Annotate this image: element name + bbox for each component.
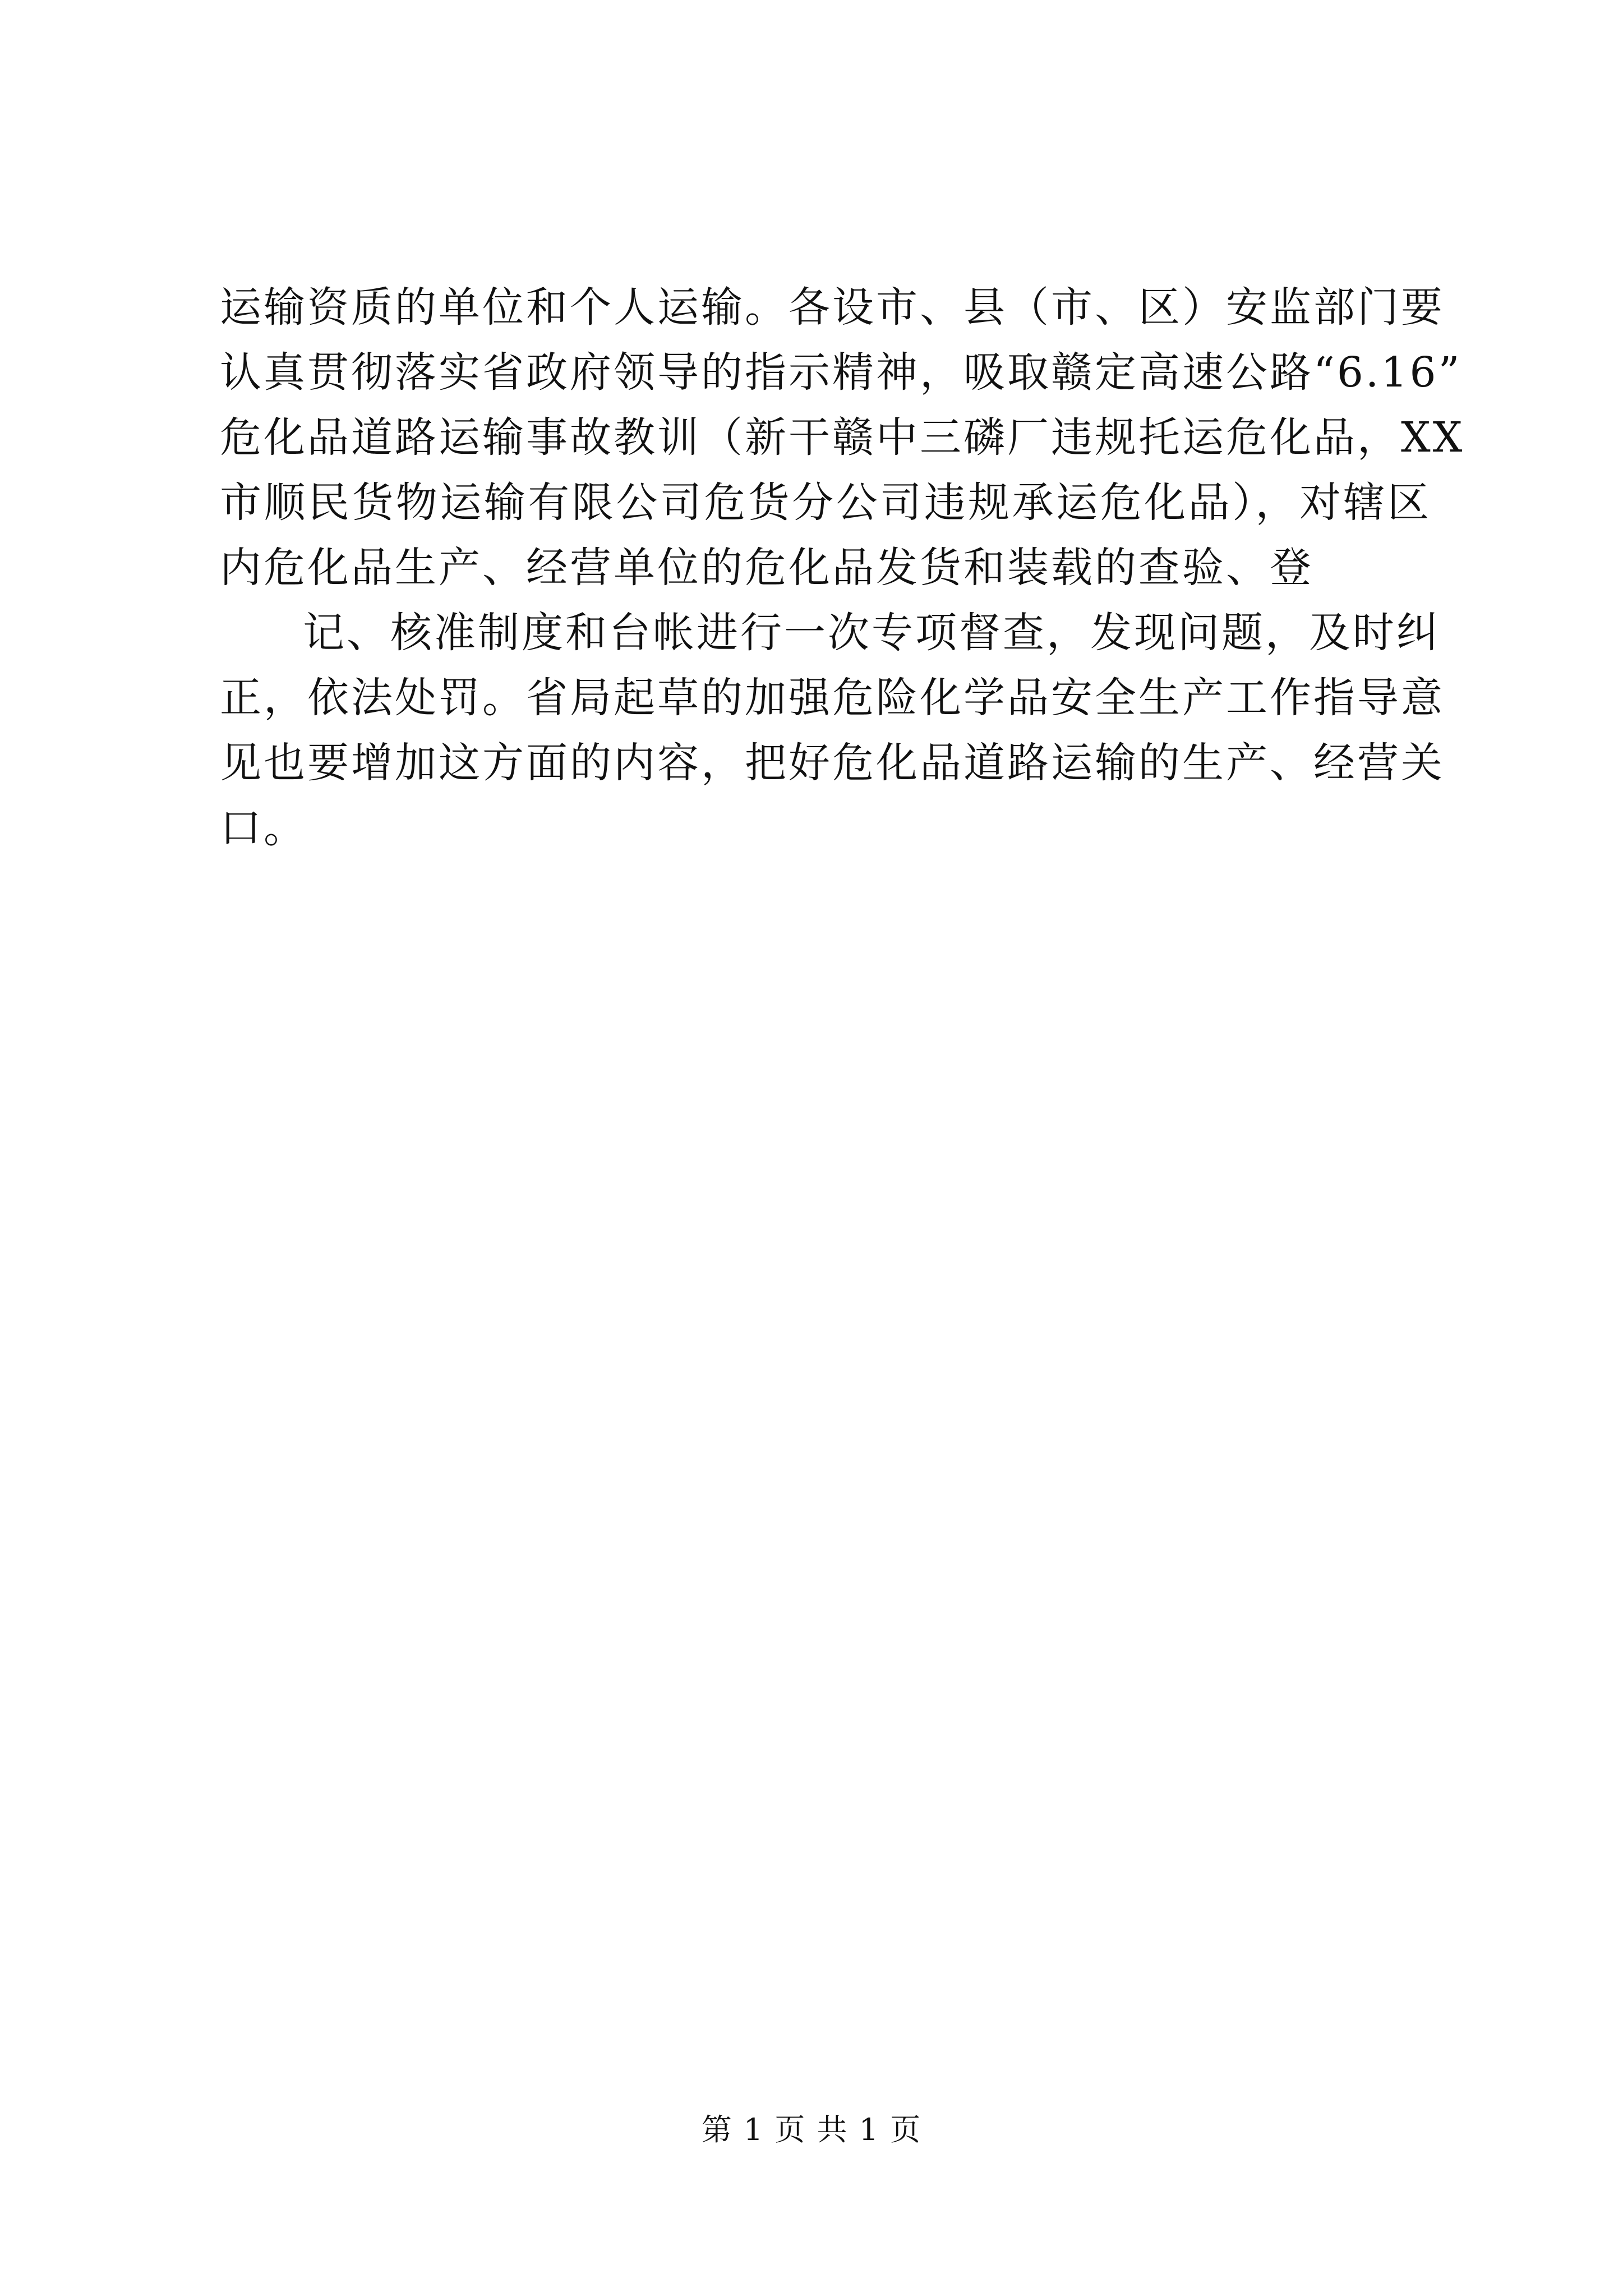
text-line: 认真贯彻落实省政府领导的指示精神，吸取赣定高速公路“6.16” xyxy=(220,348,1462,397)
paragraph-first-line: 记、核准制度和台帐进行一次专项督查，发现问题，及时纠 xyxy=(303,609,1440,657)
page-number-footer: 第 1 页 共 1 页 xyxy=(701,2112,922,2147)
text-line: 市顺民货物运输有限公司危货分公司违规承运危化品），对辖区 xyxy=(220,478,1431,527)
text-line: 见也要增加这方面的内容，把好危化品道路运输的生产、经营关 xyxy=(220,739,1445,787)
body-text xyxy=(220,275,1465,861)
text-line: 运输资质的单位和个人运输。各设市、县（市、区）安监部门要 xyxy=(220,283,1445,332)
text-line: 口。 xyxy=(220,804,307,852)
text-line: 危化品道路运输事故教训（新干赣中三磷厂违规托运危化品，XX xyxy=(220,413,1465,462)
text-line: 正，依法处罚。省局起草的加强危险化学品安全生产工作指导意 xyxy=(220,674,1445,722)
text-line: 内危化品生产、经营单位的危化品发货和装载的查验、登 xyxy=(220,544,1313,592)
